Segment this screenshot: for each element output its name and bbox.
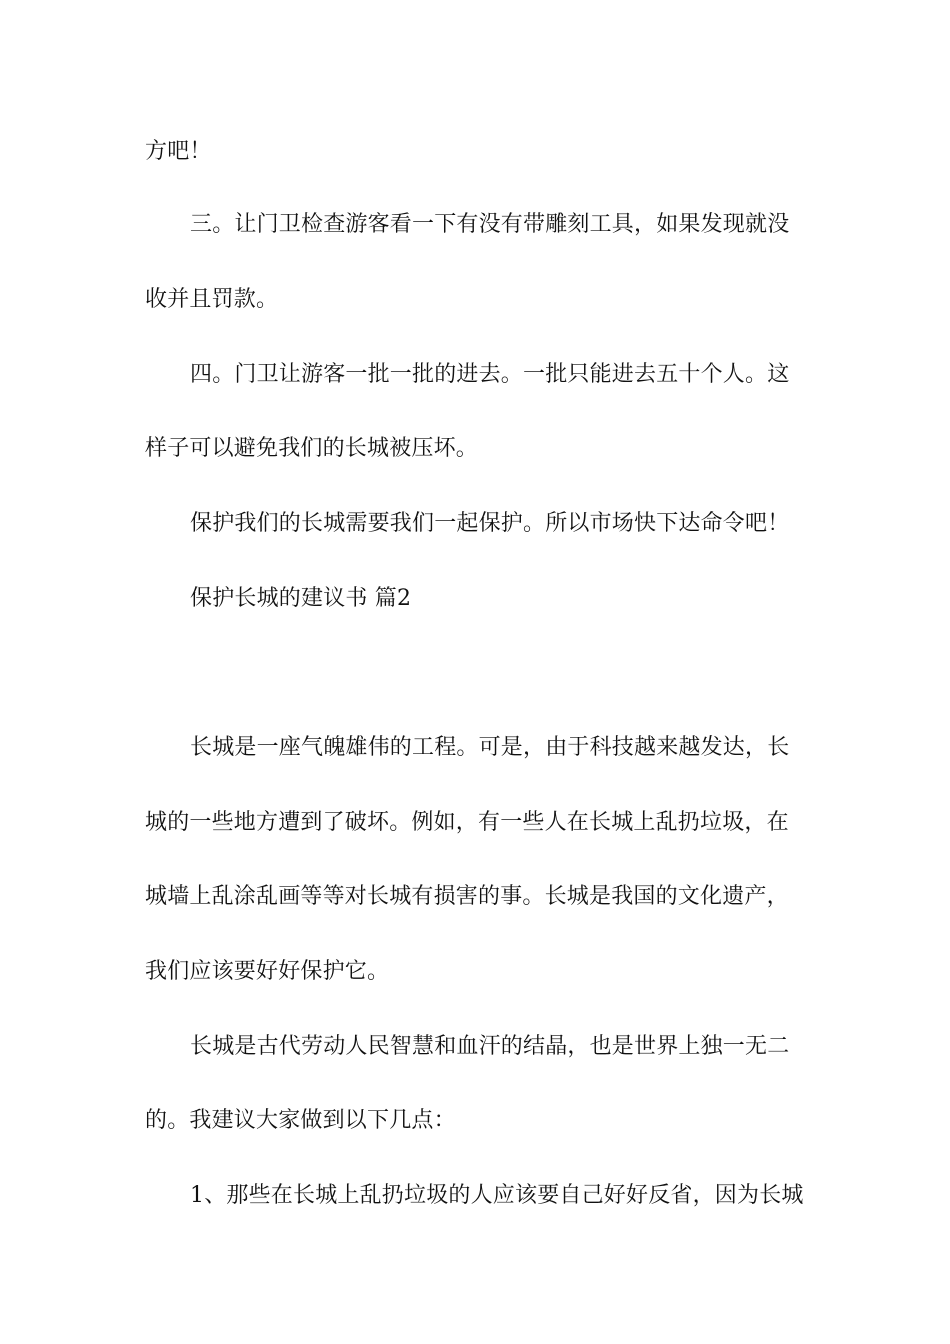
text-line: 1、那些在长城上乱扔垃圾的人应该要自己好好反省，因为长城 [190,1183,804,1208]
text-line: 城墙上乱涂乱画等等对长城有损害的事。长城是我国的文化遗产， [145,884,789,909]
text-line: 的。我建议大家做到以下几点： [145,1108,456,1133]
text-line: 样子可以避免我们的长城被压坏。 [145,436,479,461]
text-line: 四。门卫让游客一批一批的进去。一批只能进去五十个人。这 [190,362,790,387]
text-line: 收并且罚款。 [145,287,279,312]
section-heading: 保护长城的建议书 篇2 [190,586,412,611]
text-line: 长城是古代劳动人民智慧和血汗的结晶，也是世界上独一无二 [190,1034,790,1059]
text-line: 我们应该要好好保护它。 [145,959,390,984]
text-line: 城的一些地方遭到了破坏。例如，有一些人在长城上乱扔垃圾，在 [145,810,789,835]
text-line: 保护我们的长城需要我们一起保护。所以市场快下达命令吧！ [190,511,790,536]
text-line: 三。让门卫检查游客看一下有没有带雕刻工具，如果发现就没 [190,212,790,237]
text-line: 长城是一座气魄雄伟的工程。可是，由于科技越来越发达，长 [190,735,790,760]
text-line: 方吧！ [145,139,212,164]
